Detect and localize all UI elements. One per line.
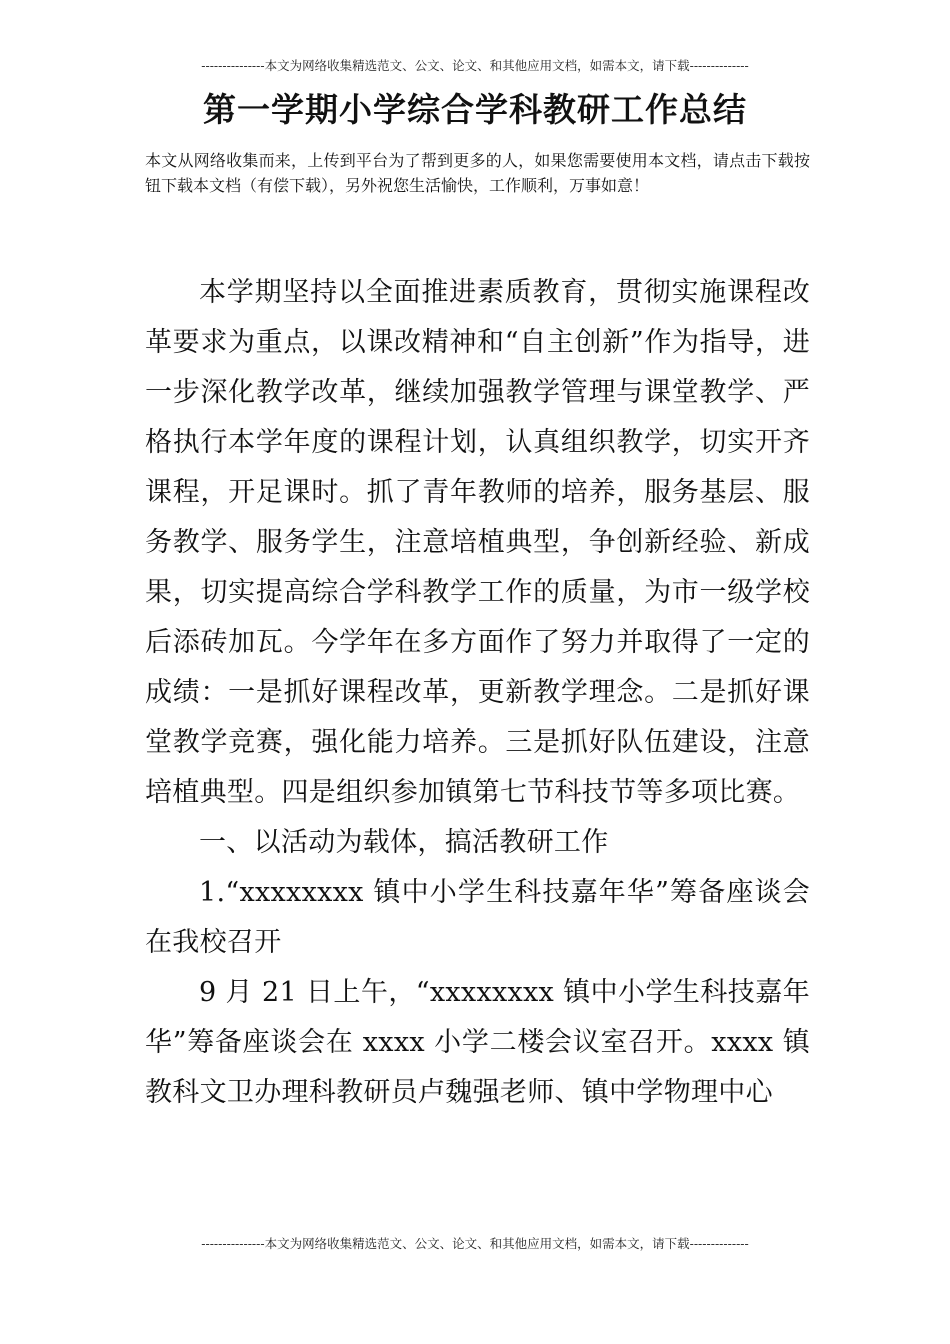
section-heading: 一、以活动为载体，搞活教研工作: [199, 827, 609, 858]
body-paragraph: 9 月 21 日上午，“xxxxxxxx 镇中小学生科技嘉年华”筹备座谈会在 xxxx 小学二楼会议室召开。xxxx 镇教科文卫办理科教研员卢魏强老师、镇中学物理中心: [145, 977, 810, 1108]
intro-note: 本文从网络收集而来，上传到平台为了帮到更多的人，如果您需要使用本文档，请点击下载按钮下载本文档（有偿下载），另外祝您生活愉快，工作顺利，万事如意！: [145, 151, 810, 195]
footer-banner: ---------------本文为网络收集精选范文、公文、论文、和其他应用文档，如需本文，请下载--------------: [201, 1236, 749, 1251]
body-paragraph: 本学期坚持以全面推进素质教育，贯彻实施课程改革要求为重点，以课改精神和“自主创新”作为指导，进一步深化教学改革，继续加强教学管理与课堂教学、严格执行本学年度的课程计划，认真组织教学，切实开齐课程，开足课时。抓了青年教师的培养，服务基层、服务教学、服务学生，注意培植典型，争创新经验、新成果，切实提高综合学科教学工作的质量，为市一级学校后添砖加瓦。今学年在多方面作了努力并取得了一定的成绩：一是抓好课程改革，更新教学理念。二是抓好课堂教学竞赛，强化能力培养。三是抓好队伍建设，注意培植典型。四是组织参加镇第七节科技节等多项比赛。: [145, 277, 810, 808]
document-title: 第一学期小学综合学科教研工作总结: [203, 90, 747, 129]
document-body: [145, 268, 810, 1118]
subsection-heading: 1.“xxxxxxxx 镇中小学生科技嘉年华”筹备座谈会在我校召开: [145, 877, 810, 958]
header-banner: ---------------本文为网络收集精选范文、公文、论文、和其他应用文档，如需本文，请下载--------------: [201, 58, 749, 73]
